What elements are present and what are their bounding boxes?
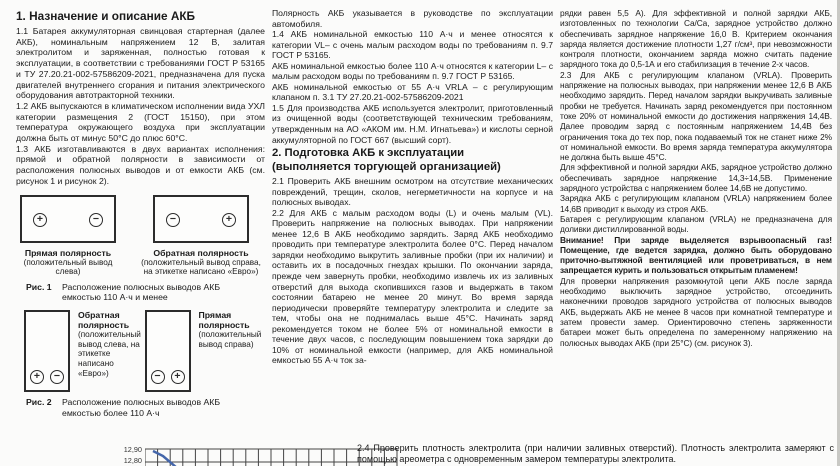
paragraph-2-2: 2.2 Для АКБ с малым расходом воды (L) и очень малым (VL). Проверить напряжение на полюсных выводах. При напряжении менее 12,6 В АКБ необходимо зарядить. Заряд АКБ необходимо проводить при температуре электролита более 0°С. Перед началом зарядки необходимо выкрутить заливные пробки (при их наличии) и оставить их в посадочных гнездах крышки. По окончании заряда, прежде чем завернуть пробки, необходимо извлечь их из заливных отверстий для выхода скопившихся газов и выдержать в таком состоянии батарею не менее 20 минут. Во время заряда периодически проверяйте температуру электролита и следите за тем, чтобы она не поднималась выше 45°С. Начинать заряд рекомендуется током не более 5% от номинальной емкости в течение двух часов, с последующим повышением тока зарядки до 10% от номинальной емкости (например, для АКБ номинальной емкостью 55 А·ч ток за- bbox=[272, 207, 553, 366]
paragraph-1-1: 1.1 Батарея аккумуляторная свинцовая стартерная (далее АКБ), номинальным напряжением 12 В, залитая электролитом и заряженная, полностью готовая к эксплуатации, в соответствии с требованиями ГОСТ Р 53165 и ТУ 27.20.21-002-57586209-2021, предназначена для пуска двигателей внутреннего сгорания и питания электрического оборудования автотракторной техники. bbox=[16, 26, 265, 101]
paragraph-1-4c: АКБ номинальной емкостью от 55 А·ч VRLA – с регулирующим клапаном п. 3.1 ТУ 27.20.21-002-57586209-2021 bbox=[272, 81, 553, 103]
paragraph-1-4: 1.4 АКБ номинальной емкостью 110 А·ч и менее относятся к категории VL– с очень малым расходом воды по требованиям п. 9.7 ГОСТ Р 53165. bbox=[272, 29, 553, 61]
figure-1-left-subtitle: (положительный вывод слева) bbox=[23, 257, 113, 277]
warning-explosive-gas: Внимание! При заряде выделяется взрывоопасный газ! Помещение, где ведется зарядка, должно быть оборудовано приточно-вытяжной вентиляцией или проветриваться, в нем запрещается курить и пользоваться открытым пламенем! bbox=[560, 234, 832, 276]
battery-diagram-reverse-polarity bbox=[153, 195, 249, 243]
column-2 bbox=[272, 8, 553, 366]
chart-ytick-1280: 12,80 bbox=[123, 455, 142, 465]
figure-2 bbox=[24, 310, 265, 392]
paragraph-vrla-no-water: Батарея с регулирующим клапаном (VRLA) не предназначена для доливки дистиллированной воды. bbox=[560, 213, 832, 235]
figure-1-right-subtitle: (положительный вывод справа, на этикетке написано «Евро») bbox=[141, 257, 261, 277]
figure-1-left bbox=[18, 195, 118, 277]
figure-2-caption bbox=[26, 397, 265, 418]
paragraph-open-circuit-check: Для проверки напряжения разомкнутой цепи АКБ после заряда необходимо выключить зарядное устройство, отсоединить наконечники проводов зарядного устройства от полюсных выводов АКБ, выдержать АКБ не менее 8 часов при комнатной температуре и затем провести замер. Ориентировочно степень заряженности батареи может быть определена по замеренному напряжению на полюсных выводах АКБ (при 25°С) (см. рисунок 3). bbox=[560, 275, 832, 348]
column-1 bbox=[16, 8, 265, 426]
paragraph-charger-voltage: Для эффективной и полной зарядки АКБ, зарядное устройство должно обеспечивать зарядное напряжение 14,3÷14,5В. Применение зарядного устройства с напряжением более 14,6В не допустимо. bbox=[560, 162, 832, 194]
paragraph-polarity-note: Полярность АКБ указывается в руководстве по эксплуатации автомобиля. bbox=[272, 8, 553, 29]
negative-terminal-icon: − bbox=[151, 370, 165, 384]
paragraph-2-4: 2.4 Проверить плотность электролита (при наличии заливных отверстий). Плотность электролита замеряют с помощью ареометра с одновременным замером температуры электролита. bbox=[357, 443, 834, 465]
paragraph-2-3: 2.3 Для АКБ с регулирующим клапаном (VRLA). Проверить напряжение на полюсных выводах, при напряжении менее 12,6 В АКБ необходимо зарядить. Перед началом зарядки выкручивать заливные пробки не требуется. Начинать заряд рекомендуется при постоянном токе 20% от номинальной емкости до достижения напряжения 14,4В. Далее проводим заряд с постоянным напряжением 14,4В без ограничения тока до тех пор, пока подаваемый ток не станет ниже 2% от номинальной емкости. Во время заряда температура аккумулятора не должна быть выше 45°С. bbox=[560, 69, 832, 163]
figure-2-left-subtitle: (положительный вывод слева, на этикетке написано «Евро») bbox=[78, 330, 141, 378]
positive-terminal-icon: + bbox=[30, 370, 44, 384]
chart-voltage-line bbox=[153, 451, 177, 466]
figure-2-right-subtitle: (положительный вывод справа) bbox=[198, 330, 262, 349]
positive-terminal-icon: + bbox=[33, 213, 47, 227]
paragraph-2-1: 2.1 Проверить АКБ внешним осмотром на отсутствие механических повреждений, трещин, сколов, негерметичности на корпусе и на полюсных выводах. bbox=[272, 176, 553, 208]
figure-2-right-label bbox=[199, 310, 266, 392]
positive-terminal-icon: + bbox=[222, 213, 236, 227]
figure-2-left bbox=[24, 310, 145, 392]
paragraph-1-4b: АКБ номинальной емкостью более 110 А·ч относятся к категории L– с малым расходом воды по требованиям п. 9.7 ГОСТ Р 53165. bbox=[272, 60, 553, 82]
negative-terminal-icon: − bbox=[166, 213, 180, 227]
figure-2-right-title: Прямая полярность bbox=[198, 310, 250, 331]
figure-1 bbox=[18, 195, 263, 277]
paragraph-2-2-continued: рядки равен 5,5 А). Для эффективной и полной зарядки АКБ, изготовленных по технологии Ca/Ca, зарядное устройство должно обеспечивать зарядное напряжение 16,0 В. Критерием окончания заряда является достижение плотности 1,27 г/см³, при невозможности контроля плотности, окончанием заряда можно считать падение зарядного тока до 0,5-1А и его стабилизация в течение 2-х часов. bbox=[560, 8, 832, 70]
figure-1-left-title: Прямая полярность bbox=[24, 247, 112, 258]
paragraph-1-2: 1.2 АКБ выпускаются в климатическом исполнении вида УХЛ категории размещения 2 (ГОСТ 15150), при этом температура окружающего воздуха при эксплуатации должна быть от минус 50°С до плюс 60°С. bbox=[16, 100, 265, 144]
figure-2-left-label bbox=[78, 310, 145, 392]
negative-terminal-icon: − bbox=[50, 370, 64, 384]
figure-2-caption-text: Расположение полюсных выводов АКБ емкостью более 110 А·ч bbox=[62, 397, 221, 418]
chart-ytick-1290: 12,90 bbox=[123, 445, 142, 454]
section-1-heading: 1. Назначение и описание АКБ bbox=[16, 9, 196, 23]
figure-1-caption-label: Рис. 1 bbox=[26, 281, 52, 292]
figure-2-right bbox=[145, 310, 266, 392]
figure-2-left-title: Обратная полярность bbox=[78, 310, 130, 331]
battery-diagram-direct-polarity bbox=[20, 195, 116, 243]
positive-terminal-icon: + bbox=[171, 370, 185, 384]
paragraph-vrla-overvoltage: Зарядка АКБ с регулирующим клапаном (VRLA) напряжением более 14,6В приводит к выходу из строя АКБ. bbox=[560, 193, 832, 214]
figure-2-caption-label: Рис. 2 bbox=[26, 397, 52, 408]
figure-1-caption bbox=[26, 282, 265, 303]
figure-1-caption-text: Расположение полюсных выводов АКБ емкостью 110 А·ч и менее bbox=[62, 281, 221, 303]
section-2-heading-line1: 2. Подготовка АКБ к эксплуатации bbox=[272, 147, 465, 160]
negative-terminal-icon: − bbox=[89, 213, 103, 227]
battery-diagram-reverse-polarity-large bbox=[24, 310, 70, 392]
figure-1-right bbox=[139, 195, 263, 277]
chart-y-axis-ticks bbox=[118, 445, 142, 466]
figure-1-right-title: Обратная полярность bbox=[153, 247, 249, 258]
paragraph-1-3: 1.3 АКБ изготавливаются в двух вариантах исполнения: прямой и обратной полярности в зависимости от расположения полюсных выводов и от емкости АКБ (см. рисунок 1 и рисунок 2). bbox=[16, 143, 265, 186]
paragraph-1-5: 1.5 Для производства АКБ используется электролит, приготовленный из очищенной воды (соответствующей техническим требованиям, утвержденным на АО «АКОМ им. Н.М. Игнатьева») и кислоты серной аккумуляторной по ГОСТ 667 (высший сорт). bbox=[272, 102, 553, 145]
battery-diagram-direct-polarity-large bbox=[145, 310, 191, 392]
section-2-heading-line2: (выполняется торгующей организацией) bbox=[272, 160, 501, 173]
column-3 bbox=[560, 8, 832, 348]
